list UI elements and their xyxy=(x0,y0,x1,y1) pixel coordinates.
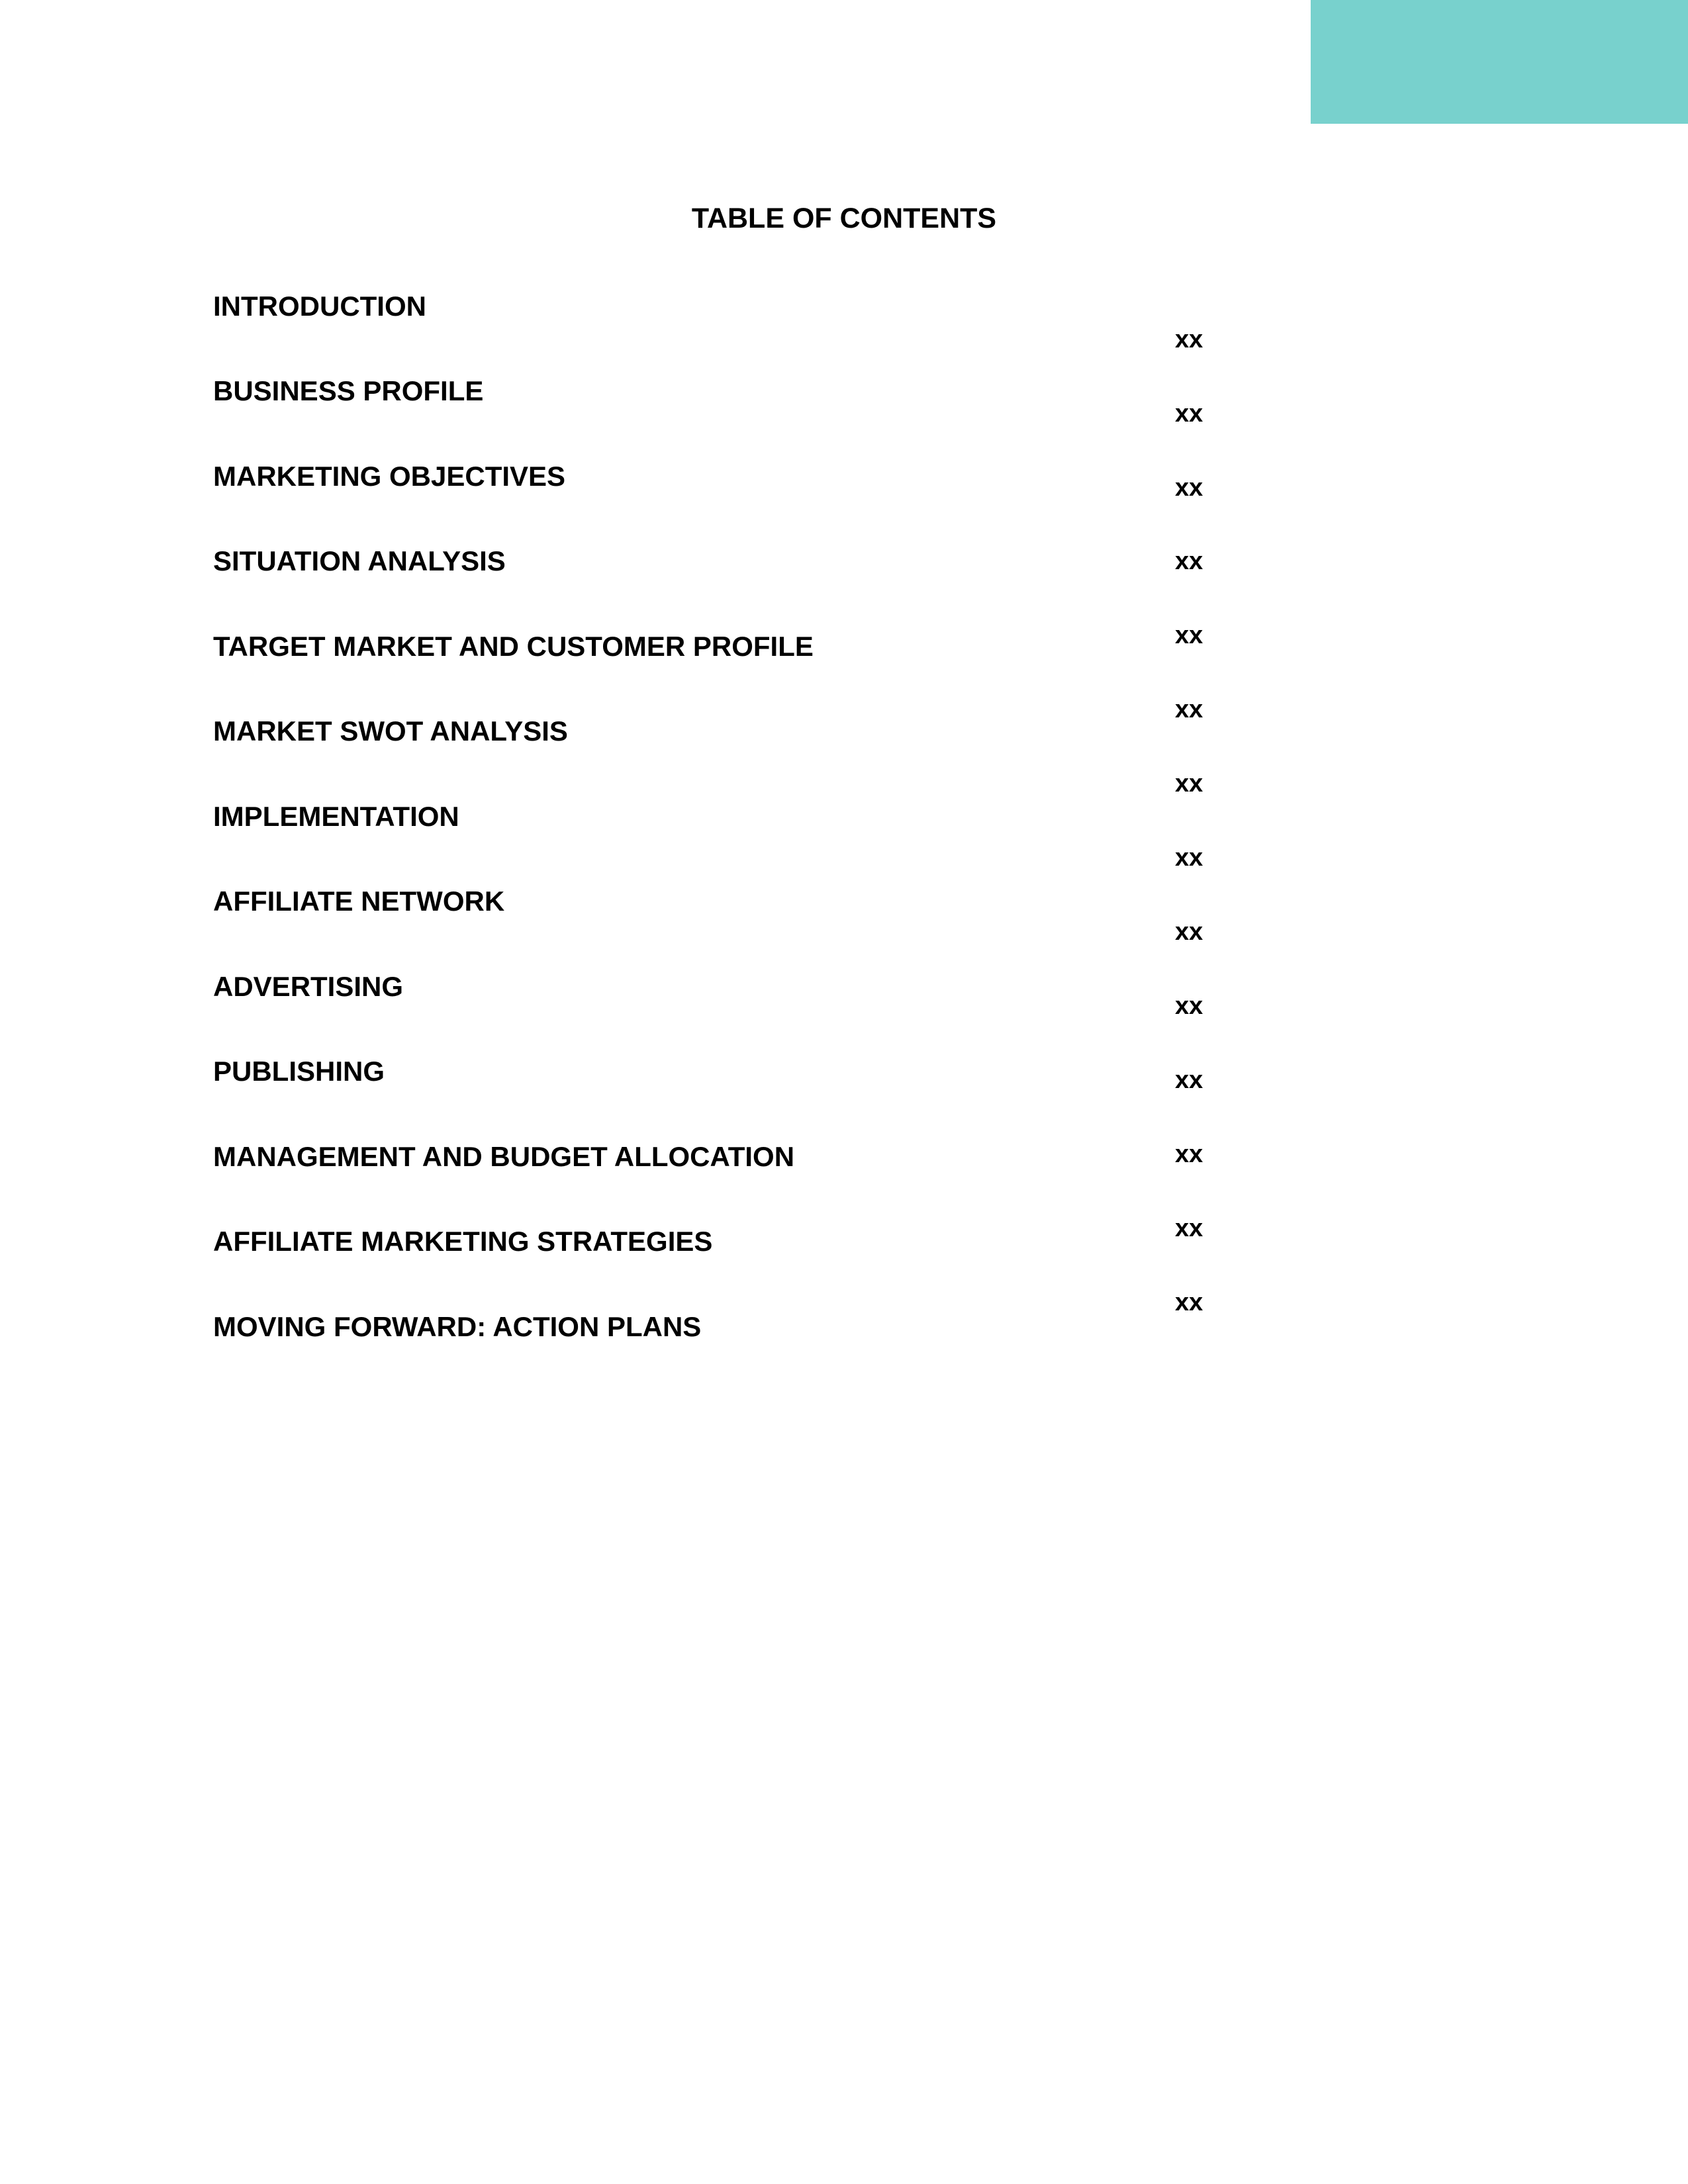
toc-page-number: xx xyxy=(1175,1214,1203,1242)
toc-entry-advertising: ADVERTISING xyxy=(213,971,404,1002)
toc-entry-moving-forward: MOVING FORWARD: ACTION PLANS xyxy=(213,1311,702,1342)
toc-entry-implementation: IMPLEMENTATION xyxy=(213,801,459,832)
toc-page-number: xx xyxy=(1175,547,1203,575)
toc-page-number: xx xyxy=(1175,1140,1203,1168)
page-title: TABLE OF CONTENTS xyxy=(691,203,997,234)
toc-page-number: xx xyxy=(1175,1066,1203,1094)
toc-page-number: xx xyxy=(1175,1289,1203,1316)
toc-page-number: xx xyxy=(1175,992,1203,1020)
toc-entry-introduction: INTRODUCTION xyxy=(213,291,426,322)
corner-accent-block xyxy=(1311,0,1688,124)
toc-page-number: xx xyxy=(1175,844,1203,872)
toc-entry-marketing-objectives: MARKETING OBJECTIVES xyxy=(213,461,566,492)
toc-entry-management-budget: MANAGEMENT AND BUDGET ALLOCATION xyxy=(213,1141,795,1172)
toc-page-number: xx xyxy=(1175,326,1203,353)
toc-entry-affiliate-marketing-strategies: AFFILIATE MARKETING STRATEGIES xyxy=(213,1226,713,1257)
toc-entry-market-swot-analysis: MARKET SWOT ANALYSIS xyxy=(213,715,568,747)
toc-page-number: xx xyxy=(1175,770,1203,797)
toc-entry-publishing: PUBLISHING xyxy=(213,1056,385,1087)
toc-page-number: xx xyxy=(1175,474,1203,502)
toc-page-number: xx xyxy=(1175,696,1203,723)
toc-entry-affiliate-network: AFFILIATE NETWORK xyxy=(213,886,505,917)
toc-page-number: xx xyxy=(1175,621,1203,649)
toc-page-number: xx xyxy=(1175,400,1203,428)
toc-entry-target-market: TARGET MARKET AND CUSTOMER PROFILE xyxy=(213,631,814,662)
toc-entry-business-profile: BUSINESS PROFILE xyxy=(213,375,484,406)
toc-entry-situation-analysis: SITUATION ANALYSIS xyxy=(213,545,506,576)
toc-page-number: xx xyxy=(1175,918,1203,946)
